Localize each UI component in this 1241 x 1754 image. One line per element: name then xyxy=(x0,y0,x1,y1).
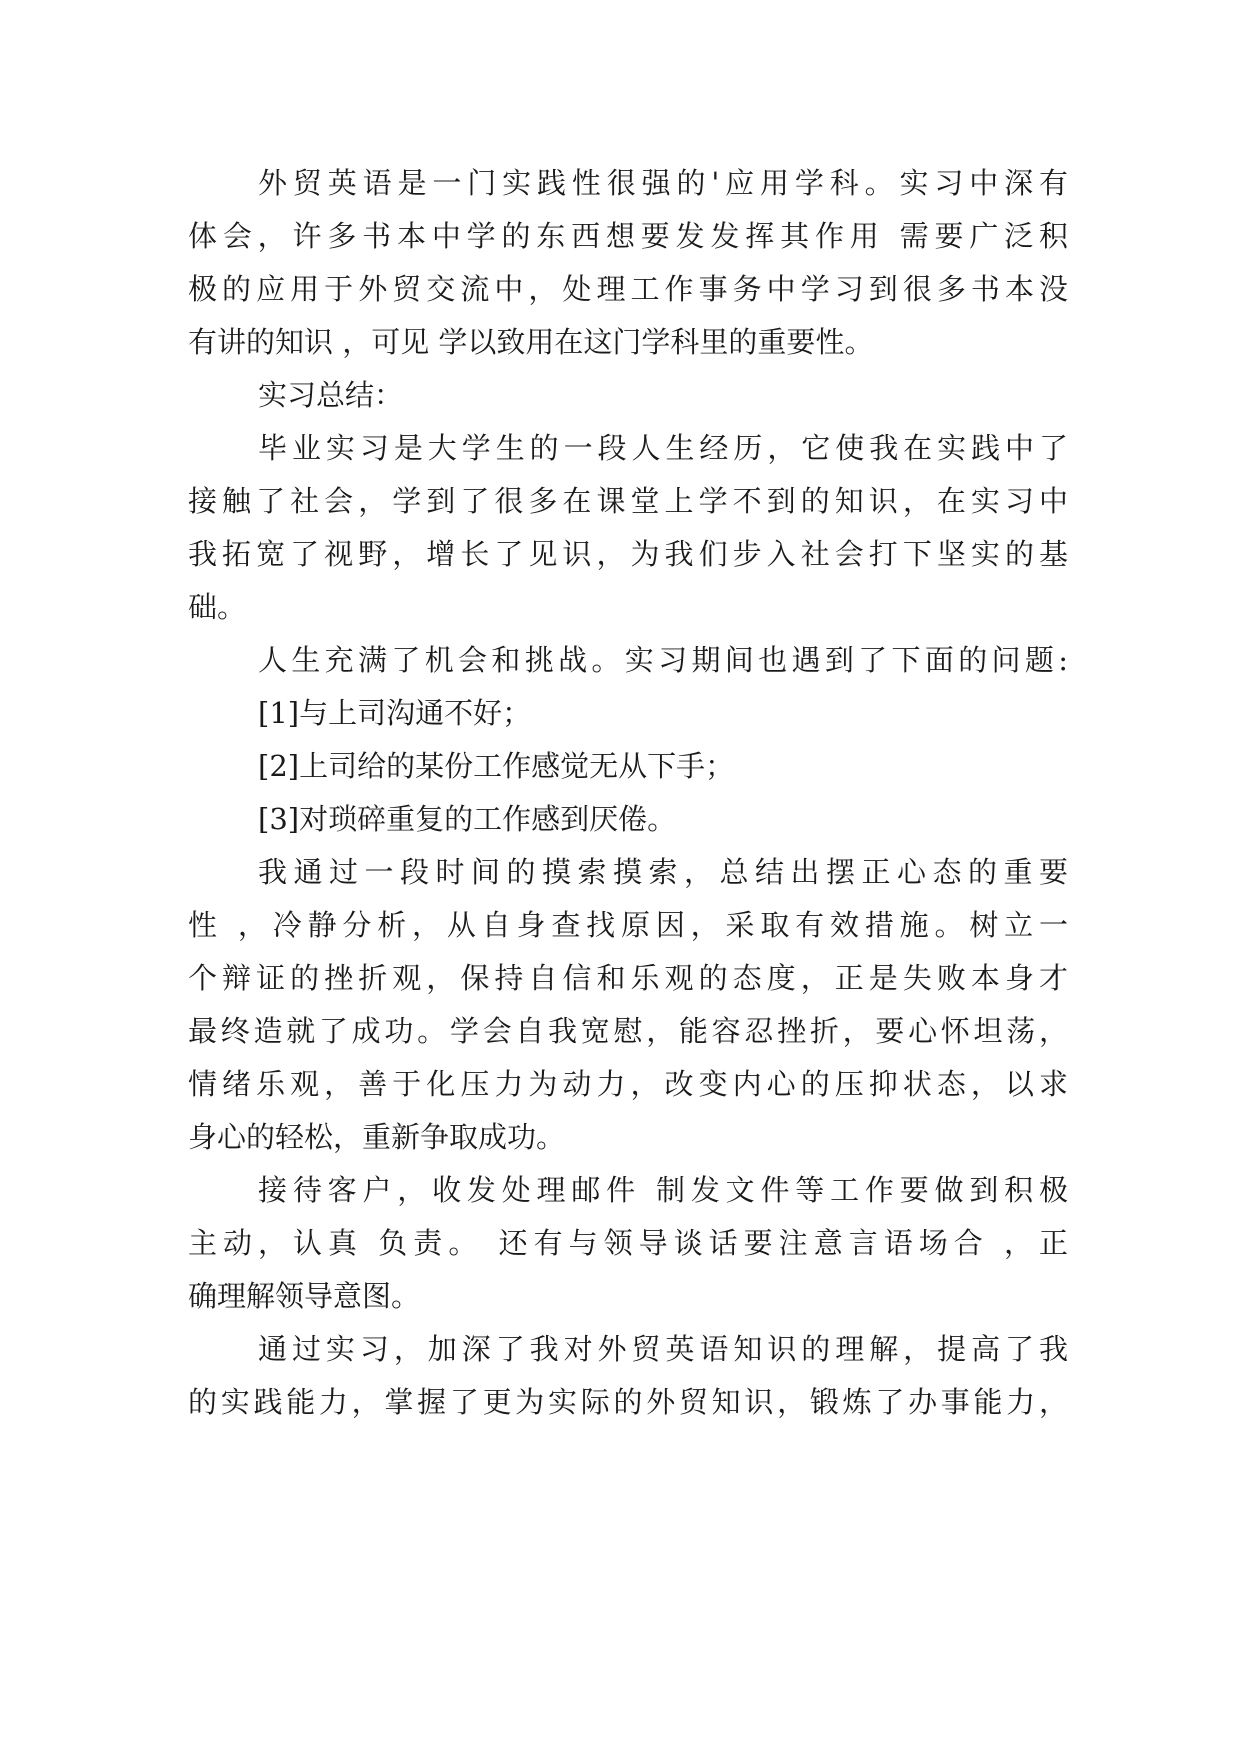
text-line: 确理解领导意图。 xyxy=(188,1279,421,1313)
text-line: 的实践能力，掌握了更为实际的外贸知识，锻炼了办事能力， xyxy=(188,1385,1068,1419)
text-line: 主动，认真 负责。 还有与领导谈话要注意言语场合 ，正 xyxy=(188,1226,1068,1260)
text-line: 有讲的知识 ，可见 学以致用在这门学科里的重要性。 xyxy=(188,325,874,359)
text-line: 体会，许多书本中学的东西想要发发挥其作用 需要广泛积 xyxy=(188,219,1068,253)
text-line: [2]上司给的某份工作感觉无从下手； xyxy=(258,749,735,783)
text-line: 极的应用于外贸交流中，处理工作事务中学习到很多书本没 xyxy=(188,272,1068,306)
text-line: 接触了社会，学到了很多在课堂上学不到的知识，在实习中 xyxy=(188,484,1068,518)
body-text xyxy=(188,157,1068,1429)
text-line: 个辩证的挫折观，保持自信和乐观的态度，正是失败本身才 xyxy=(188,961,1068,995)
text-line: 外贸英语是一门实践性很强的'应用学科。实习中深有 xyxy=(258,166,1068,200)
text-line: 性 ，冷静分析，从自身查找原因，采取有效措施。树立一 xyxy=(188,908,1068,942)
text-line: 我拓宽了视野，增长了见识，为我们步入社会打下坚实的基 xyxy=(188,537,1068,571)
text-line: 人生充满了机会和挑战。实习期间也遇到了下面的问题: xyxy=(258,643,1068,677)
text-line: 通过实习，加深了我对外贸英语知识的理解，提高了我 xyxy=(258,1332,1068,1366)
text-line: 毕业实习是大学生的一段人生经历，它使我在实践中了 xyxy=(258,431,1068,465)
text-line: 我通过一段时间的摸索摸索，总结出摆正心态的重要 xyxy=(258,855,1068,889)
text-line: 接待客户，收发处理邮件 制发文件等工作要做到积极 xyxy=(258,1173,1068,1207)
text-line: 情绪乐观，善于化压力为动力，改变内心的压抑状态，以求 xyxy=(188,1067,1068,1101)
text-line: [3]对琐碎重复的工作感到厌倦。 xyxy=(258,802,677,836)
text-line: 实习总结： xyxy=(258,378,404,412)
text-line: 最终造就了成功。学会自我宽慰，能容忍挫折，要心怀坦荡， xyxy=(188,1014,1068,1048)
text-line: 身心的轻松，重新争取成功。 xyxy=(188,1120,566,1154)
text-line: 础。 xyxy=(188,590,247,624)
text-line: [1]与上司沟通不好； xyxy=(258,696,532,730)
